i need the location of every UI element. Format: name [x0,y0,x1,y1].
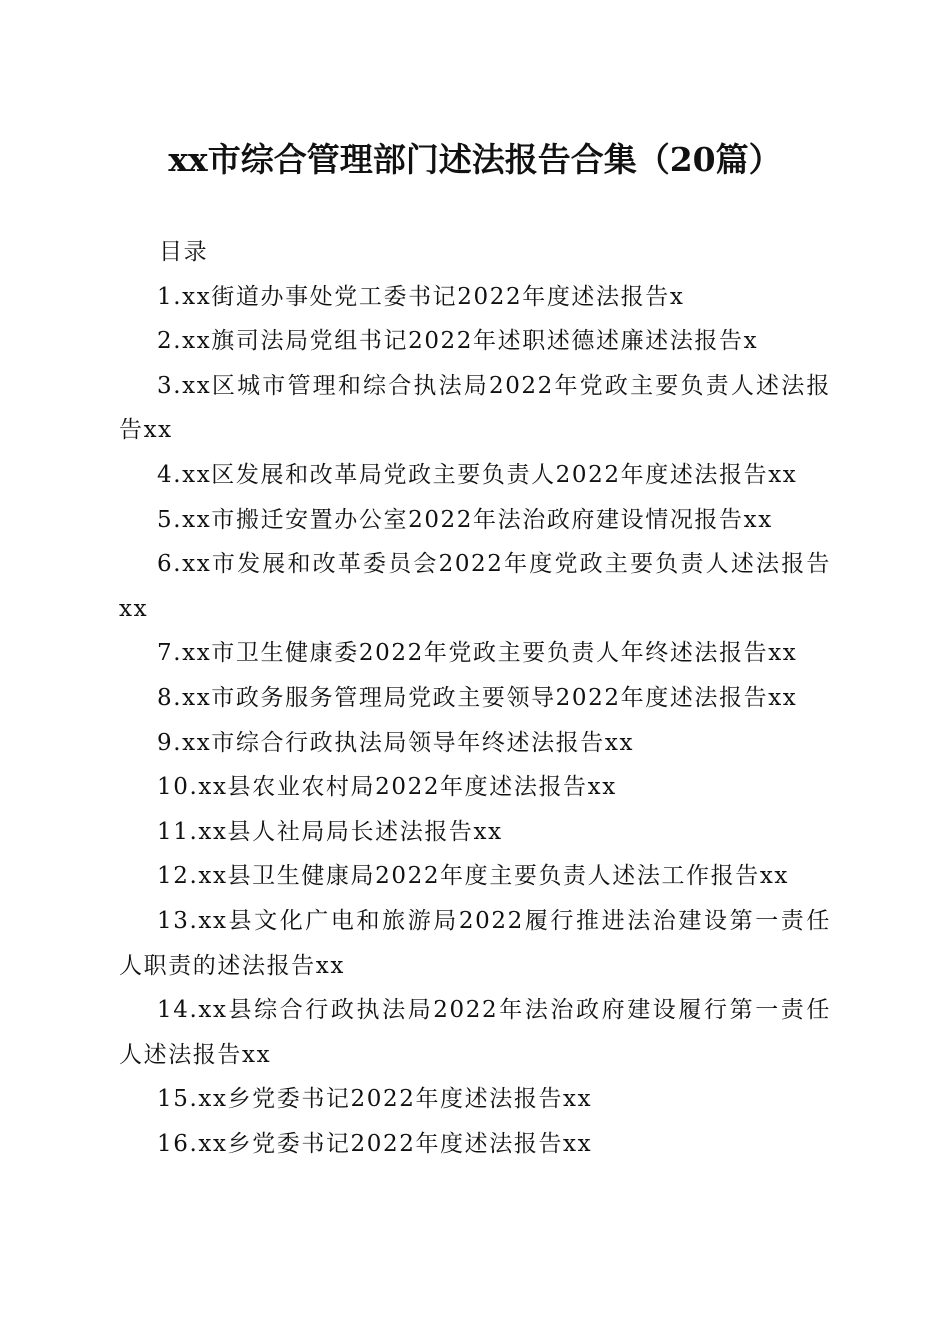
toc-item-9: 9.xx市综合行政执法局领导年终述法报告xx [157,729,635,756]
toc-item-15: 15.xx乡党委书记2022年度述法报告xx [157,1086,593,1113]
toc-item-11: 11.xx县人社局局长述法报告xx [157,818,503,845]
toc-item-7: 7.xx市卫生健康委2022年党政主要负责人年终述法报告xx [157,640,798,667]
toc-heading: 目录 [159,239,209,265]
toc-item-16: 16.xx乡党委书记2022年度述法报告xx [157,1130,593,1157]
toc-item-6: 6.xx市发展和改革委员会2022年度党政主要负责人述法报告xx [119,551,831,622]
toc-item-10: 10.xx县农业农村局2022年度述法报告xx [157,774,617,801]
toc-list [119,275,831,1167]
table-of-contents [119,230,831,1166]
toc-item-13: 13.xx县文化广电和旅游局2022履行推进法治建设第一责任人职责的述法报告xx [119,907,831,979]
toc-item-1: 1.xx街道办事处党工委书记2022年度述法报告x [157,283,685,310]
toc-item-12: 12.xx县卫生健康局2022年度主要负责人述法工作报告xx [157,863,789,890]
toc-item-4: 4.xx区发展和改革局党政主要负责人2022年度述法报告xx [157,461,798,488]
toc-item-3: 3.xx区城市管理和综合执法局2022年党政主要负责人述法报告xx [119,372,831,444]
toc-item-14: 14.xx县综合行政执法局2022年法治政府建设履行第一责任人述法报告xx [119,997,831,1068]
document-title: xx市综合管理部门述法报告合集（20篇） [168,140,782,179]
toc-item-2: 2.xx旗司法局党组书记2022年述职述德述廉述法报告x [157,328,759,355]
toc-item-8: 8.xx市政务服务管理局党政主要领导2022年度述法报告xx [157,684,798,711]
toc-item-5: 5.xx市搬迁安置办公室2022年法治政府建设情况报告xx [157,506,773,533]
